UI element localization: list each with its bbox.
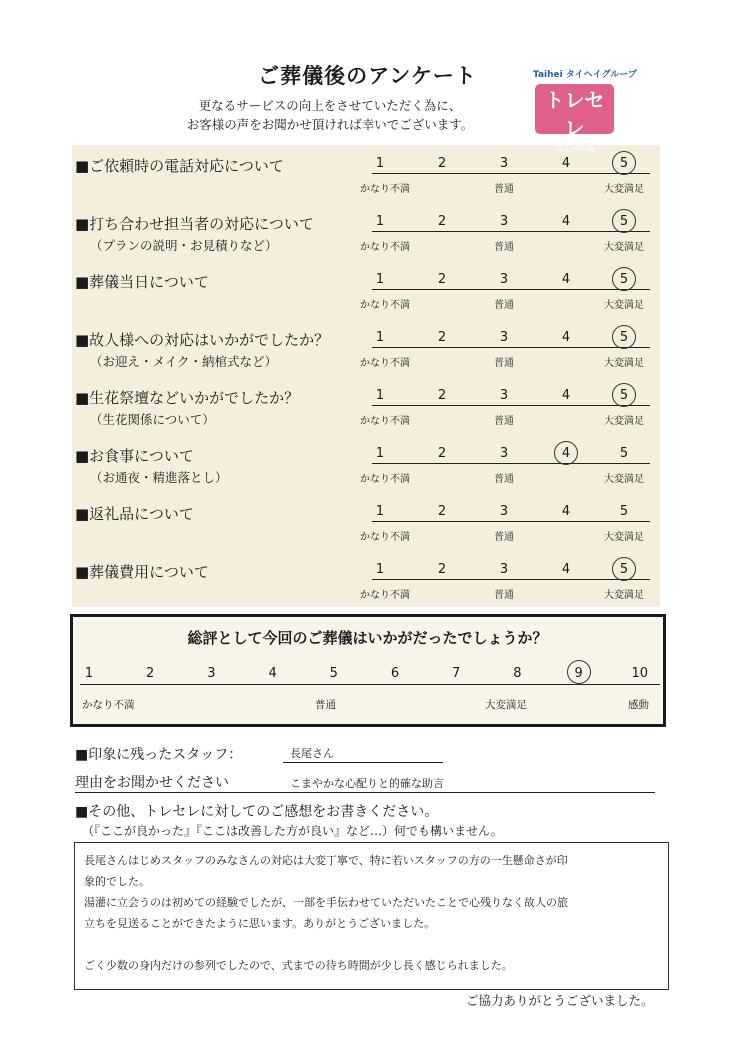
rating-option-5[interactable]: 5 <box>619 446 629 461</box>
selected-rating-circle <box>612 557 636 581</box>
staff-underline <box>283 762 443 763</box>
rating-option-1[interactable]: 1 <box>375 156 385 171</box>
rating-option-4[interactable]: 4 <box>561 562 571 577</box>
scale-label-mid: 普通 <box>494 474 514 485</box>
question-sublabel: （プランの説明・お見積りなど） <box>90 238 278 253</box>
rating-option-2[interactable]: 2 <box>437 504 447 519</box>
comment-line: 立ちを見送ることができたように思います。ありがとうございました。 <box>84 917 436 930</box>
scale-label-mid: 普通 <box>494 184 514 195</box>
rating-option-3[interactable]: 3 <box>499 156 509 171</box>
rating-option-1[interactable]: 1 <box>375 330 385 345</box>
selected-rating-circle <box>554 441 578 465</box>
page-subtitle <box>130 96 530 134</box>
rating-line <box>372 579 650 580</box>
reason-label: 理由をお聞かせください <box>75 775 229 791</box>
rating-option-5[interactable]: 5 <box>619 156 629 171</box>
scale-label-low: かなり不満 <box>360 184 410 195</box>
rating-option-3[interactable]: 3 <box>499 330 509 345</box>
overall-label-top: 感動 <box>628 699 649 711</box>
subtitle-line-1: 更なるサービスの向上をさせていただく為に、 <box>198 98 462 113</box>
rating-option-5[interactable]: 5 <box>619 562 629 577</box>
thanks-message: ご協力ありがとうございました。 <box>466 993 654 1008</box>
scale-label-high: 大変満足 <box>604 242 644 253</box>
scale-label-high: 大変満足 <box>604 358 644 369</box>
selected-rating-circle <box>612 151 636 175</box>
rating-option-1[interactable]: 1 <box>375 388 385 403</box>
scale-label-low: かなり不満 <box>360 532 410 543</box>
rating-option-4[interactable]: 4 <box>561 388 571 403</box>
rating-line <box>372 289 650 290</box>
rating-line <box>372 521 650 522</box>
scale-label-low: かなり不満 <box>360 590 410 601</box>
overall-selected-circle <box>567 660 591 684</box>
overall-title: 総評として今回のご葬儀はいかがだったでしょうか？ <box>187 629 548 647</box>
overall-option-7[interactable]: 7 <box>452 666 461 681</box>
rating-option-4[interactable]: 4 <box>561 446 571 461</box>
question-label: ■ご依頼時の電話対応について <box>75 157 284 175</box>
comment-text <box>84 850 664 976</box>
rating-option-3[interactable]: 3 <box>499 214 509 229</box>
scale-label-mid: 普通 <box>494 416 514 427</box>
selected-rating-circle <box>612 325 636 349</box>
rating-option-4[interactable]: 4 <box>561 330 571 345</box>
scale-label-high: 大変満足 <box>604 416 644 427</box>
rating-line <box>372 347 650 348</box>
question-label: ■故人様への対応はいかがでしたか？ <box>75 331 330 349</box>
scale-label-mid: 普通 <box>494 358 514 369</box>
selected-rating-circle <box>612 267 636 291</box>
brand-name: トレセレ <box>544 88 605 140</box>
page-title: ご葬儀後のアンケート <box>258 64 477 88</box>
subtitle-line-2: お客様の声をお聞かせ頂ければ幸いでございます。 <box>186 117 474 132</box>
overall-option-2[interactable]: 2 <box>146 666 155 681</box>
rating-option-5[interactable]: 5 <box>619 388 629 403</box>
rating-option-2[interactable]: 2 <box>437 156 447 171</box>
question-label: ■打ち合わせ担当者の対応について <box>75 215 314 233</box>
scale-label-high: 大変満足 <box>604 300 644 311</box>
brand-tagline: 安心葬儀 <box>554 143 595 154</box>
rating-option-2[interactable]: 2 <box>437 446 447 461</box>
question-label: ■葬儀当日について <box>75 273 209 291</box>
rating-line <box>372 173 650 174</box>
rating-option-3[interactable]: 3 <box>499 504 509 519</box>
rating-option-2[interactable]: 2 <box>437 272 447 287</box>
rating-option-5[interactable]: 5 <box>619 504 629 519</box>
reason-underline <box>75 792 655 793</box>
overall-label-mid: 普通 <box>315 699 336 711</box>
overall-option-3[interactable]: 3 <box>207 666 216 681</box>
rating-option-1[interactable]: 1 <box>375 562 385 577</box>
question-label: ■返礼品について <box>75 505 194 523</box>
scale-label-low: かなり不満 <box>360 474 410 485</box>
overall-option-10[interactable]: 10 <box>631 666 649 681</box>
selected-rating-circle <box>612 209 636 233</box>
rating-option-4[interactable]: 4 <box>561 504 571 519</box>
overall-option-9[interactable]: 9 <box>574 666 583 681</box>
rating-option-4[interactable]: 4 <box>561 272 571 287</box>
rating-option-2[interactable]: 2 <box>437 388 447 403</box>
scale-label-mid: 普通 <box>494 590 514 601</box>
comment-line: 湯灌に立会うのは初めての経験でしたが、一部を手伝わせていただいたことで心残りなく故人の旅 <box>84 896 568 909</box>
scale-label-high: 大変満足 <box>604 532 644 543</box>
rating-option-3[interactable]: 3 <box>499 446 509 461</box>
group-logo: Taihei タイヘイグループ <box>533 70 637 80</box>
question-sublabel: （生花関係について） <box>90 412 215 427</box>
staff-label: ■印象に残ったスタッフ： <box>75 747 243 763</box>
overall-label-high: 大変満足 <box>485 699 527 711</box>
overall-option-1[interactable]: 1 <box>84 666 94 681</box>
scale-label-mid: 普通 <box>494 532 514 543</box>
rating-option-1[interactable]: 1 <box>375 214 385 229</box>
question-sublabel: （お迎え・メイク・納棺式など） <box>90 354 278 369</box>
overall-label-low: かなり不満 <box>82 699 135 711</box>
question-label: ■葬儀費用について <box>75 563 209 581</box>
rating-option-2[interactable]: 2 <box>437 562 447 577</box>
scale-label-mid: 普通 <box>494 242 514 253</box>
comment-line <box>84 934 664 955</box>
comment-line: ごく少数の身内だけの参列でしたので、式までの待ち時間が少し長く感じられました。 <box>84 959 513 972</box>
overall-option-5[interactable]: 5 <box>329 666 338 681</box>
rating-option-2[interactable]: 2 <box>437 214 447 229</box>
comment-line: 象的でした。 <box>84 875 150 888</box>
staff-value[interactable]: 長尾さん <box>290 747 334 760</box>
rating-option-5[interactable]: 5 <box>619 214 629 229</box>
rating-option-3[interactable]: 3 <box>499 562 509 577</box>
scale-label-mid: 普通 <box>494 300 514 311</box>
scale-label-high: 大変満足 <box>604 590 644 601</box>
rating-option-5[interactable]: 5 <box>619 330 629 345</box>
rating-option-3[interactable]: 3 <box>499 272 509 287</box>
overall-option-4[interactable]: 4 <box>268 666 277 681</box>
rating-line <box>372 405 650 406</box>
scale-label-high: 大変満足 <box>604 474 644 485</box>
brand-logo <box>535 84 614 154</box>
rating-option-1[interactable]: 1 <box>375 504 385 519</box>
rating-option-4[interactable]: 4 <box>561 214 571 229</box>
scale-label-low: かなり不満 <box>360 242 410 253</box>
rating-line <box>372 231 650 232</box>
question-label: ■お食事について <box>75 447 194 465</box>
reason-value[interactable]: こまやかな心配りと的確な助言 <box>290 777 444 790</box>
rating-option-1[interactable]: 1 <box>375 272 385 287</box>
rating-line <box>372 463 650 464</box>
scale-label-low: かなり不満 <box>360 358 410 369</box>
overall-scale-line <box>80 684 660 685</box>
comment-line: 長尾さんはじめスタッフのみなさんの対応は大変丁寧で、特に若いスタッフの方の一生懸命さが印 <box>84 854 568 867</box>
overall-option-6[interactable]: 6 <box>390 666 400 681</box>
scale-label-low: かなり不満 <box>360 300 410 311</box>
question-label: ■生花祭壇などいかがでしたか？ <box>75 389 300 407</box>
rating-option-4[interactable]: 4 <box>561 156 571 171</box>
rating-option-3[interactable]: 3 <box>499 388 509 403</box>
scale-label-high: 大変満足 <box>604 184 644 195</box>
scale-label-low: かなり不満 <box>360 416 410 427</box>
comments-hint: （『ここが良かった』『ここは改善した方が良い』など…）何でも構いません。 <box>82 824 503 838</box>
overall-option-8[interactable]: 8 <box>513 666 522 681</box>
rating-option-5[interactable]: 5 <box>619 272 629 287</box>
rating-option-2[interactable]: 2 <box>437 330 447 345</box>
comments-label: ■その他、トレセレに対してのご感想をお書きください。 <box>75 804 439 820</box>
selected-rating-circle <box>612 383 636 407</box>
question-sublabel: （お通夜・精進落とし） <box>90 470 228 485</box>
rating-option-1[interactable]: 1 <box>375 446 385 461</box>
